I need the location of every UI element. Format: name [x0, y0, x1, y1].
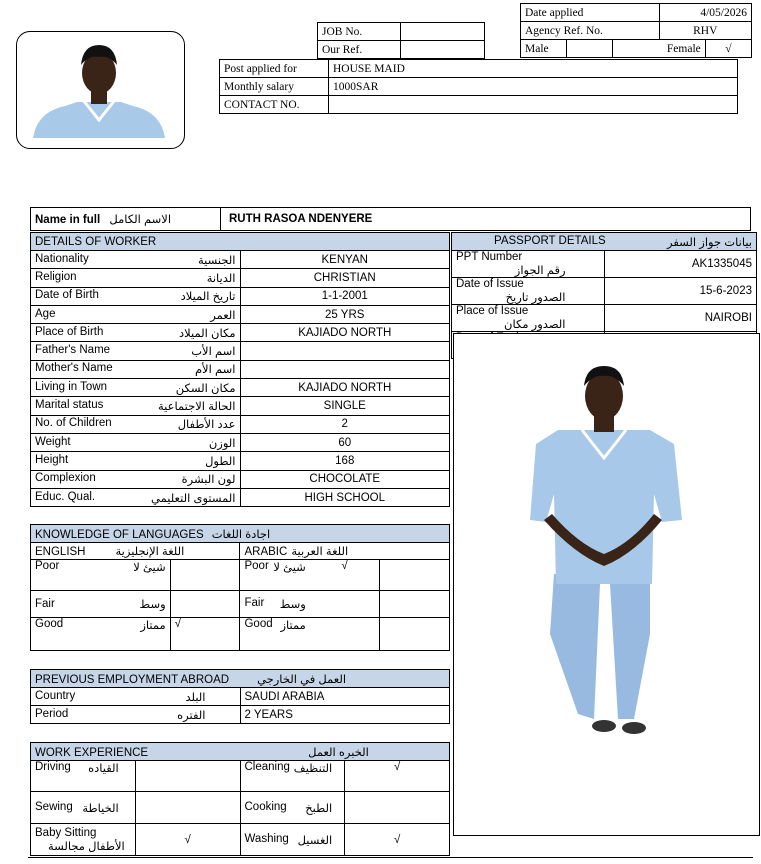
skill-label: Cleaning [244, 761, 290, 773]
level-label: Poor [35, 560, 60, 572]
detail-label: Nationality [35, 252, 89, 265]
form-bottom-border [28, 857, 753, 858]
detail-label-ar: الطول [205, 455, 236, 468]
religion-value[interactable]: CHRISTIAN [240, 269, 450, 287]
full-name-value[interactable]: RUTH RASOA NDENYERE [221, 208, 751, 231]
passport-label-ar: رقم الجواز [514, 265, 566, 277]
post-label: Post applied for [220, 60, 329, 78]
arabic-fair-checkbox[interactable] [310, 591, 380, 618]
level-label-ar: وسط [279, 599, 306, 611]
english-label-ar: اللغة الإنجليزية [115, 546, 185, 558]
detail-label: Educ. Qual. [35, 490, 96, 503]
dob-value[interactable]: 1-1-2001 [240, 287, 450, 305]
employment-title: PREVIOUS EMPLOYMENT ABROAD [35, 673, 230, 686]
our-ref-label: Our Ref. [318, 41, 401, 59]
level-label-ar: وسط [139, 599, 166, 611]
application-meta-table [520, 3, 752, 58]
nationality-value[interactable]: KENYAN [240, 251, 450, 269]
detail-label-ar: تاريخ الميلاد [180, 291, 236, 304]
detail-label-ar: المستوى التعليمي [151, 492, 236, 505]
detail-label-ar: العمر [210, 309, 236, 322]
passport-label: PPT Number [456, 251, 523, 263]
level-label-ar: ممتاز [140, 620, 166, 632]
languages-title: KNOWLEDGE OF LANGUAGES [35, 528, 204, 541]
detail-label: No. of Children [35, 417, 112, 430]
level-label: Good [244, 618, 273, 630]
level-label: Good [35, 618, 64, 630]
name-label-en: Name in full [35, 214, 101, 226]
employment-label-ar: البلد [185, 691, 206, 704]
name-table [30, 207, 751, 231]
place-of-birth-value[interactable]: KAJIADO NORTH [240, 324, 450, 342]
level-label-ar: شيئ لا [133, 562, 166, 574]
salary-label: Monthly salary [220, 78, 329, 96]
passport-title-ar: بيانات جواز السفر [666, 236, 752, 249]
name-label-ar: الاسم الكامل [109, 214, 172, 226]
contact-value[interactable] [329, 96, 738, 114]
detail-label: Complexion [35, 472, 96, 485]
job-no-label: JOB No. [318, 23, 401, 41]
male-checkbox[interactable] [567, 40, 613, 58]
passport-label-ar: الصدور تاريخ [505, 292, 566, 304]
date-applied-value[interactable]: 4/05/2026 [659, 4, 751, 22]
agency-ref-label: Agency Ref. No. [521, 22, 660, 40]
experience-title-ar: الخبره العمل [308, 746, 369, 759]
level-label-ar: ممتاز [280, 620, 306, 632]
experience-table [30, 742, 450, 856]
weight-value[interactable]: 60 [240, 433, 450, 451]
arabic-good-checkbox[interactable] [310, 618, 380, 651]
issue-place-value[interactable]: NAIROBI [604, 305, 757, 332]
education-value[interactable]: HIGH SCHOOL [240, 488, 450, 506]
arabic-label-ar: اللغة العربية [291, 546, 349, 558]
female-checkbox[interactable]: √ [705, 40, 751, 58]
female-label: Female [659, 40, 705, 58]
skill-label: Cooking [244, 800, 287, 813]
detail-label-ar: مكان السكن [175, 382, 236, 395]
english-poor-checkbox[interactable] [170, 560, 240, 591]
skill-label: Baby Sitting [35, 826, 97, 839]
sewing-checkbox[interactable] [135, 792, 240, 824]
driving-checkbox[interactable] [135, 761, 240, 792]
skill-label-ar: الطبخ [305, 802, 333, 815]
employment-title-ar: العمل في الخارجي [257, 673, 347, 686]
worker-details-table [30, 232, 450, 507]
issue-date-value[interactable]: 15-6-2023 [604, 278, 757, 305]
skill-label-ar: التنظيف [293, 763, 333, 775]
detail-label: Date of Birth [35, 289, 99, 302]
employment-country-value[interactable]: SAUDI ARABIA [240, 688, 450, 706]
skill-label-ar: الأطفال مجالسة [47, 840, 125, 853]
worker-details-title: DETAILS OF WORKER [31, 233, 450, 251]
skill-label-ar: الخياطة [82, 802, 119, 815]
languages-table [30, 524, 450, 651]
salary-value[interactable]: 1000SAR [329, 78, 738, 96]
male-label: Male [521, 40, 567, 58]
skill-label: Driving [35, 761, 71, 773]
living-town-value[interactable]: KAJIADO NORTH [240, 379, 450, 397]
employment-label: Country [35, 689, 76, 702]
passport-label-ar: الصدور مكان [504, 319, 566, 331]
job-ref-table [317, 22, 485, 59]
detail-label-ar: اسم الأم [194, 364, 236, 377]
employment-label-ar: الفتره [177, 709, 206, 722]
detail-label-ar: الحالة الاجتماعية [158, 401, 236, 414]
detail-label-ar: مكان الميلاد [179, 327, 236, 340]
skill-label: Sewing [35, 800, 73, 813]
age-value[interactable]: 25 YRS [240, 305, 450, 323]
post-table [219, 59, 738, 114]
skill-label-ar: الغسيل [297, 834, 333, 847]
ppt-number-value[interactable]: AK1335045 [604, 251, 757, 278]
detail-label: Living in Town [35, 380, 108, 393]
detail-label: Age [35, 307, 56, 320]
skill-label: Washing [244, 832, 289, 845]
detail-label: Height [35, 453, 69, 466]
post-value[interactable]: HOUSE MAID [329, 60, 738, 78]
employment-label: Period [35, 707, 69, 720]
cleaning-checkbox[interactable]: √ [345, 761, 450, 792]
detail-label-ar: الجنسية [198, 254, 236, 267]
portrait-photo-full [453, 333, 760, 836]
english-fair-checkbox[interactable] [170, 591, 240, 618]
marital-status-value[interactable]: SINGLE [240, 397, 450, 415]
mother-name-value[interactable] [240, 360, 450, 378]
washing-checkbox[interactable]: √ [345, 824, 450, 856]
passport-label: Place of Issue [456, 305, 529, 317]
skill-label-ar: القياده [88, 763, 119, 775]
arabic-label: ARABIC [244, 546, 288, 558]
employment-period-value[interactable]: 2 YEARS [240, 706, 450, 724]
english-good-checkbox[interactable]: √ [170, 618, 240, 651]
passport-title: PASSPORT DETAILS [494, 234, 606, 247]
detail-label: Weight [35, 435, 71, 448]
languages-title-ar: اجادة اللغات [211, 528, 271, 541]
detail-label: Marital status [35, 399, 104, 412]
agency-ref-value[interactable]: RHV [659, 22, 751, 40]
detail-label: Father's Name [35, 344, 111, 357]
detail-label-ar: اسم الأب [191, 346, 236, 359]
detail-label: Mother's Name [35, 362, 113, 375]
detail-label-ar: لون البشرة [181, 474, 236, 487]
level-label: Fair [35, 598, 55, 610]
portrait-photo-small [16, 31, 185, 149]
experience-title: WORK EXPERIENCE [35, 746, 149, 759]
detail-label: Religion [35, 270, 77, 283]
cooking-checkbox[interactable] [345, 792, 450, 824]
job-no-value[interactable] [401, 23, 485, 41]
detail-label-ar: الديانة [206, 272, 236, 285]
passport-label: Date of Issue [456, 278, 524, 290]
contact-label: CONTACT NO. [220, 96, 329, 114]
children-value[interactable]: 2 [240, 415, 450, 433]
employment-table [30, 669, 450, 724]
height-value[interactable]: 168 [240, 452, 450, 470]
detail-label-ar: عدد الأطفال [177, 419, 236, 432]
level-label: Poor [244, 560, 269, 572]
baby-sitting-checkbox[interactable]: √ [135, 824, 240, 856]
detail-label: Place of Birth [35, 325, 104, 338]
level-label-ar: شيئ لا [273, 562, 306, 574]
arabic-poor-checkbox[interactable]: √ [310, 560, 380, 591]
father-name-value[interactable] [240, 342, 450, 360]
level-label: Fair [244, 597, 265, 609]
english-label: ENGLISH [35, 546, 86, 558]
complexion-value[interactable]: CHOCOLATE [240, 470, 450, 488]
detail-label-ar: الوزن [208, 437, 236, 450]
date-applied-label: Date applied [521, 4, 660, 22]
our-ref-value[interactable] [401, 41, 485, 59]
